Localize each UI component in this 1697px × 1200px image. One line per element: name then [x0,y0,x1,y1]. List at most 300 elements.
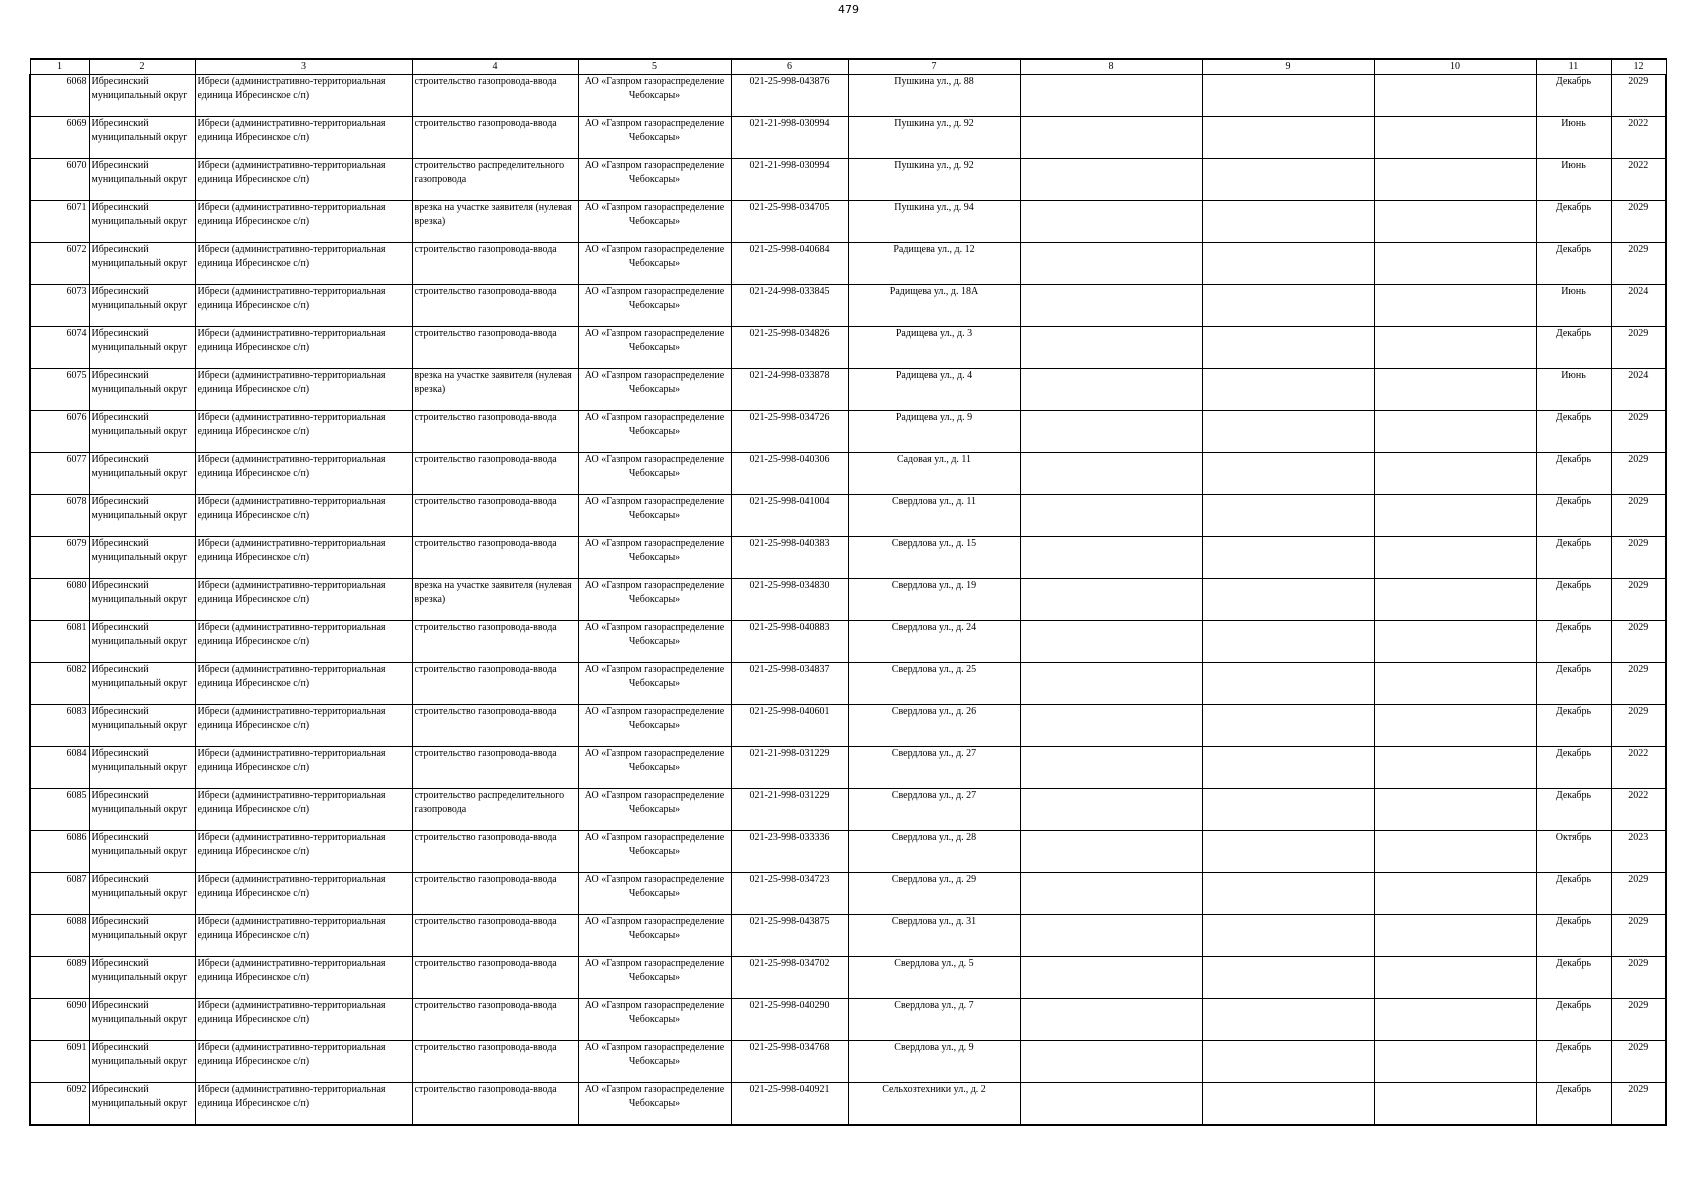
column-10-cell [1374,957,1536,999]
settlement-cell-text: Ибреси (административно-территориальная единица Ибресинское с/п) [197,412,386,437]
organization-cell-text: АО «Газпром газораспределение Чебоксары» [584,790,725,815]
column-8-cell [1020,75,1202,117]
column-10-cell-text [1377,159,1534,200]
year-cell-text: 2022 [1628,748,1649,759]
work-type-cell-text: строительство газопровода-ввода [414,496,557,507]
column-8-cell [1020,243,1202,285]
address-cell [848,495,1020,537]
column-8-cell-text [1023,495,1200,536]
row-number-text: 6075 [66,370,87,381]
organization-cell-text: АО «Газпром газораспределение Чебоксары» [584,580,725,605]
column-header: 3 [195,59,412,75]
row-number-text: 6071 [66,202,87,213]
column-8-cell-text [1023,621,1200,662]
year-cell-text: 2024 [1628,370,1649,381]
table-row [30,957,1666,999]
district-cell [89,495,195,537]
month-cell-text: Декабрь [1555,1042,1592,1053]
address-cell-text: Пушкина ул., д. 88 [894,76,974,87]
table-row [30,369,1666,411]
column-8-cell-text [1023,663,1200,704]
row-number-text: 6078 [66,496,87,507]
work-type-cell [412,747,578,789]
application-number-cell [731,579,848,621]
address-cell [848,537,1020,579]
column-8-cell-text [1023,453,1200,494]
year-cell-text: 2029 [1628,538,1649,549]
work-type-cell [412,663,578,705]
year-cell [1611,663,1666,705]
work-type-cell-text: строительство газопровода-ввода [414,538,557,549]
address-cell [848,873,1020,915]
settlement-cell [195,915,412,957]
work-type-cell-text: строительство газопровода-ввода [414,832,557,843]
table-row [30,117,1666,159]
organization-cell [578,957,731,999]
table-row [30,789,1666,831]
organization-cell [578,705,731,747]
application-number-cell-text: 021-25-998-040684 [749,244,830,255]
table-row [30,327,1666,369]
month-cell [1536,201,1611,243]
district-cell-text: Ибресинский муниципальный округ [91,286,188,311]
address-cell-text: Сельхозтехники ул., д. 2 [882,1084,986,1095]
application-number-cell [731,159,848,201]
settlement-cell-text: Ибреси (административно-территориальная единица Ибресинское с/п) [197,244,386,269]
settlement-cell-text: Ибреси (административно-территориальная единица Ибресинское с/п) [197,916,386,941]
application-number-cell-text: 021-25-998-043876 [749,76,830,87]
organization-cell [578,411,731,453]
column-10-cell [1374,999,1536,1041]
settlement-cell [195,663,412,705]
application-number-cell-text: 021-25-998-034705 [749,202,830,213]
organization-cell [578,201,731,243]
column-9-cell-text [1205,621,1372,662]
column-8-cell-text [1023,75,1200,116]
table-row [30,831,1666,873]
column-10-cell-text [1377,579,1534,620]
table-row [30,621,1666,663]
settlement-cell [195,327,412,369]
application-number-cell-text: 021-24-998-033845 [749,286,830,297]
address-cell [848,705,1020,747]
organization-cell-text: АО «Газпром газораспределение Чебоксары» [584,832,725,857]
row-number-text: 6073 [66,286,87,297]
address-cell-text: Радищева ул., д. 3 [895,328,973,339]
organization-cell-text: АО «Газпром газораспределение Чебоксары» [584,874,725,899]
column-10-cell-text [1377,453,1534,494]
address-cell [848,957,1020,999]
row-number-text: 6089 [66,958,87,969]
application-number-cell [731,285,848,327]
row-number-text: 6088 [66,916,87,927]
column-9-cell [1202,75,1374,117]
application-number-cell-text: 021-25-998-040883 [749,622,830,633]
district-cell-text: Ибресинский муниципальный округ [91,748,188,773]
row-number-text: 6083 [66,706,87,717]
application-number-cell-text: 021-25-998-034726 [749,412,830,423]
month-cell-text: Декабрь [1555,328,1592,339]
column-8-cell-text [1023,999,1200,1040]
work-type-cell-text: строительство газопровода-ввода [414,412,557,423]
column-9-cell [1202,663,1374,705]
month-cell [1536,1041,1611,1083]
settlement-cell-text: Ибреси (административно-территориальная единица Ибресинское с/п) [197,76,386,101]
organization-cell [578,789,731,831]
table-row [30,285,1666,327]
year-cell-text: 2029 [1628,1000,1649,1011]
organization-cell [578,915,731,957]
column-9-cell [1202,1083,1374,1126]
column-8-cell-text [1023,915,1200,956]
work-type-cell [412,495,578,537]
month-cell-text: Декабрь [1555,580,1592,591]
column-8-cell [1020,537,1202,579]
year-cell-text: 2029 [1628,664,1649,675]
organization-cell-text: АО «Газпром газораспределение Чебоксары» [584,622,725,647]
column-header: 6 [731,59,848,75]
column-8-cell-text [1023,159,1200,200]
column-10-cell [1374,873,1536,915]
row-number-text: 6072 [66,244,87,255]
year-cell [1611,1083,1666,1126]
column-10-cell [1374,537,1536,579]
address-cell-text: Садовая ул., д. 11 [896,454,972,465]
month-cell-text: Декабрь [1555,748,1592,759]
district-cell [89,285,195,327]
organization-cell-text: АО «Газпром газораспределение Чебоксары» [584,160,725,185]
column-9-cell-text [1205,705,1372,746]
work-type-cell [412,579,578,621]
district-cell-text: Ибресинский муниципальный округ [91,160,188,185]
address-cell [848,117,1020,159]
settlement-cell [195,537,412,579]
column-9-cell-text [1205,1041,1372,1082]
month-cell [1536,1083,1611,1126]
column-10-cell-text [1377,243,1534,284]
year-cell-text: 2029 [1628,412,1649,423]
year-cell-text: 2029 [1628,916,1649,927]
column-8-cell-text [1023,831,1200,872]
table-row [30,705,1666,747]
column-8-cell-text [1023,243,1200,284]
address-cell-text: Свердлова ул., д. 7 [894,1000,974,1011]
application-number-cell-text: 021-21-998-031229 [749,790,830,801]
work-type-cell-text: строительство газопровода-ввода [414,958,557,969]
column-10-cell-text [1377,705,1534,746]
organization-cell [578,663,731,705]
application-number-cell-text: 021-23-998-033336 [749,832,830,843]
work-type-cell [412,369,578,411]
column-10-cell [1374,75,1536,117]
settlement-cell [195,747,412,789]
year-cell-text: 2022 [1628,160,1649,171]
column-9-cell [1202,453,1374,495]
column-10-cell [1374,201,1536,243]
organization-cell-text: АО «Газпром газораспределение Чебоксары» [584,202,725,227]
column-8-cell [1020,1041,1202,1083]
district-cell [89,201,195,243]
column-8-cell-text [1023,327,1200,368]
settlement-cell [195,579,412,621]
address-cell [848,621,1020,663]
column-9-cell [1202,369,1374,411]
month-cell [1536,789,1611,831]
work-type-cell-text: строительство газопровода-ввода [414,286,557,297]
month-cell-text: Декабрь [1555,412,1592,423]
column-9-cell [1202,117,1374,159]
organization-cell [578,873,731,915]
column-9-cell-text [1205,873,1372,914]
application-number-cell [731,495,848,537]
application-number-cell-text: 021-21-998-031229 [749,748,830,759]
work-type-cell [412,537,578,579]
column-10-cell [1374,1083,1536,1126]
work-type-cell-text: строительство газопровода-ввода [414,118,557,129]
column-8-cell [1020,285,1202,327]
row-number [30,999,89,1041]
settlement-cell-text: Ибреси (административно-территориальная единица Ибресинское с/п) [197,622,386,647]
work-type-cell [412,327,578,369]
application-number-cell-text: 021-21-998-030994 [749,160,830,171]
district-cell [89,453,195,495]
year-cell-text: 2022 [1628,118,1649,129]
year-cell-text: 2029 [1628,244,1649,255]
application-number-cell-text: 021-25-998-034768 [749,1042,830,1053]
column-8-cell-text [1023,747,1200,788]
district-cell [89,957,195,999]
application-number-cell [731,453,848,495]
month-cell-text: Июнь [1561,286,1586,297]
application-number-cell-text: 021-25-998-040290 [749,1000,830,1011]
year-cell [1611,621,1666,663]
month-cell-text: Декабрь [1555,664,1592,675]
application-number-cell-text: 021-25-998-034837 [749,664,830,675]
application-number-cell-text: 021-25-998-040601 [749,706,830,717]
district-cell-text: Ибресинский муниципальный округ [91,916,188,941]
settlement-cell [195,1083,412,1126]
column-header: 9 [1202,59,1374,75]
application-number-cell [731,369,848,411]
settlement-cell-text: Ибреси (административно-территориальная единица Ибресинское с/п) [197,706,386,731]
year-cell [1611,495,1666,537]
work-type-cell-text: строительство газопровода-ввода [414,454,557,465]
settlement-cell-text: Ибреси (административно-территориальная единица Ибресинское с/п) [197,286,386,311]
column-10-cell-text [1377,873,1534,914]
organization-cell-text: АО «Газпром газораспределение Чебоксары» [584,916,725,941]
column-10-cell [1374,285,1536,327]
organization-cell-text: АО «Газпром газораспределение Чебоксары» [584,958,725,983]
column-8-cell [1020,453,1202,495]
work-type-cell [412,243,578,285]
address-cell [848,285,1020,327]
address-cell-text: Радищева ул., д. 4 [895,370,973,381]
row-number-text: 6074 [66,328,87,339]
address-cell-text: Пушкина ул., д. 92 [894,160,974,171]
organization-cell-text: АО «Газпром газораспределение Чебоксары» [584,496,725,521]
address-cell-text: Свердлова ул., д. 27 [891,790,977,801]
month-cell-text: Декабрь [1555,202,1592,213]
year-cell [1611,705,1666,747]
year-cell [1611,327,1666,369]
application-number-cell-text: 021-25-998-034702 [749,958,830,969]
work-type-cell-text: строительство распределительного газопровода [414,160,565,185]
work-type-cell-text: строительство газопровода-ввода [414,244,557,255]
month-cell [1536,831,1611,873]
column-9-cell-text [1205,453,1372,494]
address-cell [848,327,1020,369]
settlement-cell-text: Ибреси (административно-территориальная единица Ибресинское с/п) [197,118,386,143]
address-cell-text: Радищева ул., д. 18А [889,286,979,297]
address-cell-text: Свердлова ул., д. 26 [891,706,977,717]
column-9-cell-text [1205,831,1372,872]
row-number [30,453,89,495]
organization-cell [578,1083,731,1126]
organization-cell-text: АО «Газпром газораспределение Чебоксары» [584,118,725,143]
column-9-cell-text [1205,285,1372,326]
year-cell [1611,453,1666,495]
district-cell [89,663,195,705]
address-cell [848,453,1020,495]
district-cell [89,117,195,159]
month-cell-text: Декабрь [1555,538,1592,549]
month-cell [1536,411,1611,453]
row-number-text: 6068 [66,76,87,87]
settlement-cell-text: Ибреси (административно-территориальная единица Ибресинское с/п) [197,454,386,479]
district-cell [89,915,195,957]
row-number-text: 6070 [66,160,87,171]
row-number-text: 6076 [66,412,87,423]
row-number-text: 6092 [66,1084,87,1095]
column-8-cell [1020,663,1202,705]
column-8-cell [1020,705,1202,747]
row-number-text: 6081 [66,622,87,633]
district-cell [89,75,195,117]
column-8-cell-text [1023,369,1200,410]
year-cell-text: 2029 [1628,958,1649,969]
application-number-cell [731,831,848,873]
work-type-cell-text: строительство газопровода-ввода [414,748,557,759]
address-cell-text: Свердлова ул., д. 24 [891,622,977,633]
row-number [30,159,89,201]
row-number [30,537,89,579]
application-number-cell [731,537,848,579]
organization-cell-text: АО «Газпром газораспределение Чебоксары» [584,244,725,269]
work-type-cell-text: строительство газопровода-ввода [414,1042,557,1053]
column-10-cell-text [1377,75,1534,116]
settlement-cell-text: Ибреси (административно-территориальная единица Ибресинское с/п) [197,958,386,983]
row-number-text: 6069 [66,118,87,129]
table-row [30,75,1666,117]
register-body [30,75,1666,1126]
work-type-cell [412,915,578,957]
column-header: 4 [412,59,578,75]
district-cell-text: Ибресинский муниципальный округ [91,664,188,689]
settlement-cell-text: Ибреси (административно-территориальная единица Ибресинское с/п) [197,160,386,185]
row-number [30,957,89,999]
year-cell-text: 2022 [1628,790,1649,801]
application-number-cell [731,201,848,243]
address-cell [848,579,1020,621]
year-cell [1611,831,1666,873]
column-10-cell-text [1377,621,1534,662]
row-number [30,831,89,873]
column-9-cell [1202,621,1374,663]
settlement-cell-text: Ибреси (административно-территориальная единица Ибресинское с/п) [197,1084,386,1109]
month-cell-text: Декабрь [1555,622,1592,633]
month-cell [1536,117,1611,159]
district-cell [89,873,195,915]
column-10-cell-text [1377,747,1534,788]
settlement-cell [195,285,412,327]
application-number-cell [731,1041,848,1083]
organization-cell [578,621,731,663]
column-9-cell-text [1205,495,1372,536]
organization-cell [578,1041,731,1083]
year-cell-text: 2029 [1628,874,1649,885]
work-type-cell [412,1083,578,1126]
month-cell [1536,243,1611,285]
year-cell-text: 2023 [1628,832,1649,843]
organization-cell [578,369,731,411]
settlement-cell [195,243,412,285]
district-cell-text: Ибресинский муниципальный округ [91,244,188,269]
month-cell [1536,327,1611,369]
month-cell-text: Июнь [1561,370,1586,381]
district-cell-text: Ибресинский муниципальный округ [91,538,188,563]
column-10-cell [1374,117,1536,159]
column-10-cell [1374,789,1536,831]
column-8-cell [1020,873,1202,915]
address-cell-text: Свердлова ул., д. 11 [891,496,976,507]
year-cell [1611,159,1666,201]
district-cell-text: Ибресинский муниципальный округ [91,790,188,815]
year-cell [1611,789,1666,831]
district-cell-text: Ибресинский муниципальный округ [91,496,188,521]
month-cell [1536,453,1611,495]
application-number-cell-text: 021-25-998-034723 [749,874,830,885]
organization-cell-text: АО «Газпром газораспределение Чебоксары» [584,1042,725,1067]
month-cell [1536,915,1611,957]
column-10-cell-text [1377,495,1534,536]
address-cell [848,999,1020,1041]
column-9-cell [1202,915,1374,957]
row-number [30,873,89,915]
organization-cell-text: АО «Газпром газораспределение Чебоксары» [584,664,725,689]
application-number-cell [731,999,848,1041]
column-header: 11 [1536,59,1611,75]
row-number-text: 6087 [66,874,87,885]
year-cell-text: 2029 [1628,580,1649,591]
organization-cell [578,285,731,327]
column-10-cell-text [1377,1041,1534,1082]
column-header: 5 [578,59,731,75]
column-8-cell-text [1023,579,1200,620]
work-type-cell-text: строительство газопровода-ввода [414,916,557,927]
row-number-text: 6082 [66,664,87,675]
month-cell [1536,873,1611,915]
column-10-cell [1374,327,1536,369]
district-cell [89,705,195,747]
column-9-cell-text [1205,411,1372,452]
organization-cell [578,117,731,159]
column-10-cell [1374,1041,1536,1083]
application-number-cell [731,957,848,999]
gasification-register-table [29,58,1667,1126]
organization-cell [578,243,731,285]
application-number-cell-text: 021-25-998-040306 [749,454,830,465]
column-8-cell [1020,411,1202,453]
